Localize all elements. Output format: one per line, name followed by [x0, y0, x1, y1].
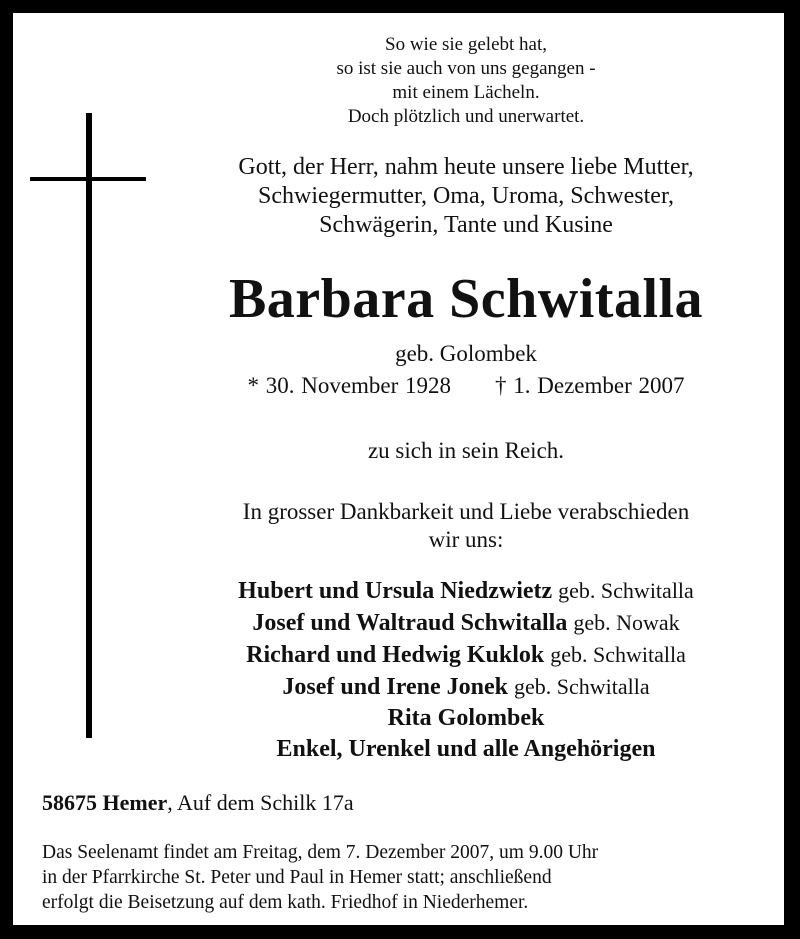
mourner-row	[163, 734, 769, 765]
poem-line: mit einem Lächeln.	[392, 82, 540, 103]
address	[42, 790, 354, 816]
cross-icon-horizontal	[30, 177, 146, 181]
mourner-name: Rita Golombek	[387, 705, 545, 731]
reich-text: zu sich in sein Reich.	[367, 438, 565, 463]
birth-date: * 30. November 1928	[247, 373, 452, 398]
mourner-maiden: geb. Schwitalla	[550, 642, 686, 667]
service-info	[42, 840, 766, 915]
mourner-row	[163, 607, 769, 639]
poem	[163, 33, 769, 129]
address-street: , Auf dem Schilk 17a	[167, 790, 354, 815]
mourner-name: Richard und Hedwig Kuklok	[246, 642, 545, 668]
service-line: in der Pfarrkirche St. Peter und Paul in Hemer statt; anschließend	[42, 867, 552, 888]
mourner-row	[163, 703, 769, 734]
death-date: † 1. Dezember 2007	[495, 373, 685, 398]
mourner-name: Enkel, Urenkel und alle Angehörigen	[276, 736, 656, 762]
deceased-name: Barbara Schwitalla	[228, 268, 704, 330]
mourner-name: Josef und Waltraud Schwitalla	[252, 610, 568, 636]
intro-line: Gott, der Herr, nahm heute unsere liebe Mutter,	[238, 154, 694, 180]
poem-line: Doch plötzlich und unerwartet.	[347, 106, 585, 127]
mourner-row	[163, 575, 769, 607]
mourner-maiden: geb. Schwitalla	[558, 578, 694, 603]
mourners-list	[163, 575, 769, 765]
mourner-row	[163, 639, 769, 671]
mourner-row	[163, 671, 769, 703]
mourner-name: Hubert und Ursula Niedzwietz	[238, 578, 553, 604]
life-dates	[163, 372, 769, 400]
service-line: erfolgt die Beisetzung auf dem kath. Friedhof in Niederhemer.	[42, 892, 529, 913]
poem-line: So wie sie gelebt hat,	[385, 34, 547, 55]
address-city: 58675 Hemer	[42, 790, 168, 815]
farewell-line: wir uns:	[428, 527, 504, 552]
intro-text	[163, 153, 769, 240]
mourner-maiden: geb. Nowak	[573, 610, 680, 635]
mourner-name: Josef und Irene Jonek	[282, 674, 508, 700]
intro-line: Schwägerin, Tante und Kusine	[319, 212, 613, 238]
farewell-line: In grosser Dankbarkeit und Liebe verabschieden	[242, 499, 690, 524]
farewell-text	[163, 498, 769, 554]
maiden-name: geb. Golombek	[395, 341, 537, 366]
intro-line: Schwiegermutter, Oma, Uroma, Schwester,	[258, 183, 674, 209]
obituary-notice	[13, 13, 784, 925]
cross-icon-vertical	[86, 113, 92, 738]
mourner-maiden: geb. Schwitalla	[513, 674, 650, 699]
service-line: Das Seelenamt findet am Freitag, dem 7. Dezember 2007, um 9.00 Uhr	[42, 842, 599, 863]
poem-line: so ist sie auch von uns gegangen -	[336, 58, 596, 79]
